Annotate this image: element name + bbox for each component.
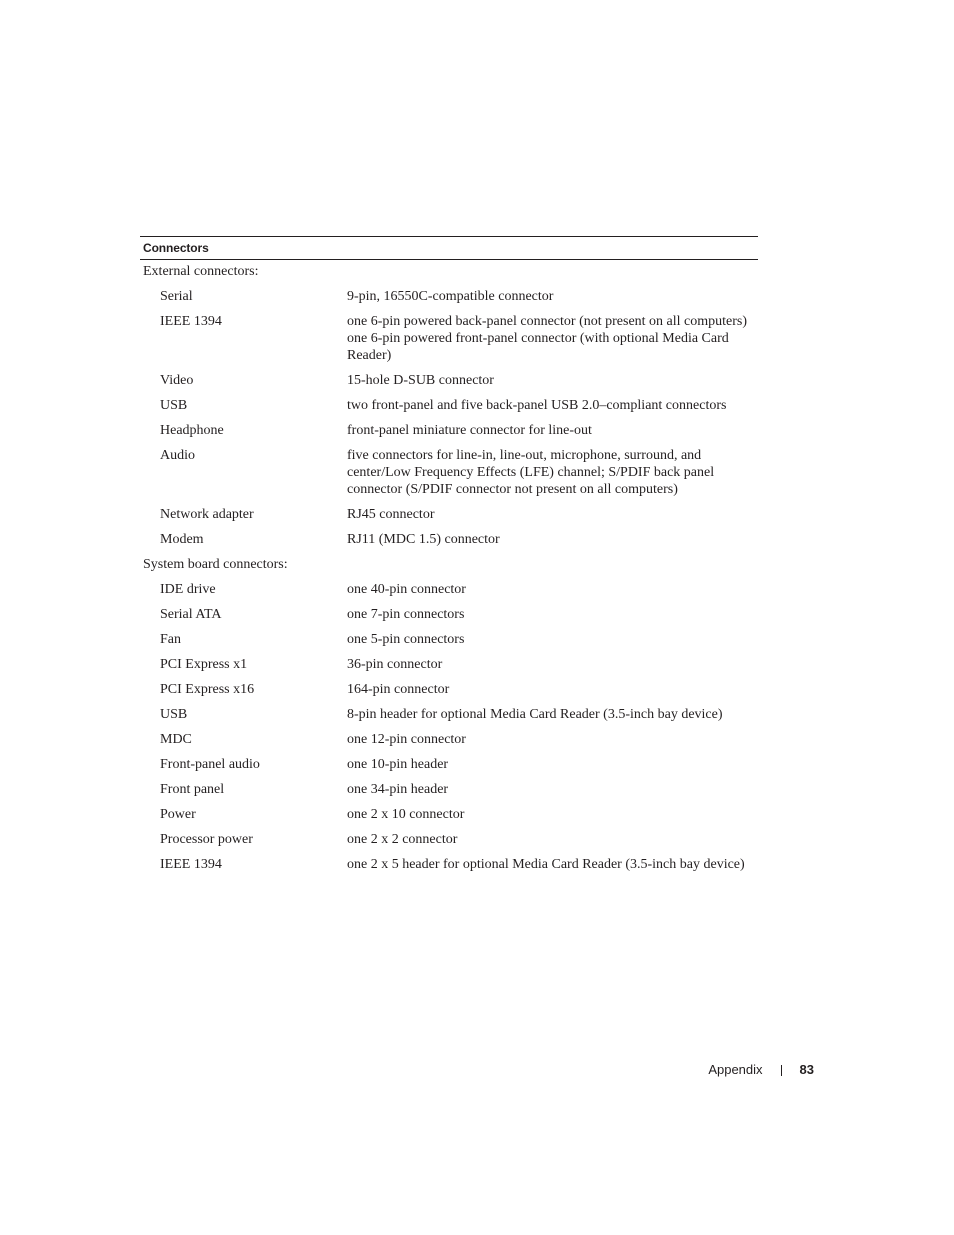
- row-value: [347, 706, 758, 723]
- row-label: PCI Express x1: [160, 657, 248, 672]
- footer-separator: [781, 1065, 782, 1076]
- value-line: one 6-pin powered back-panel connector (not present on all computers): [347, 314, 748, 329]
- connectors-spec-table: [140, 236, 758, 881]
- table-body: [140, 260, 758, 881]
- row-label: IEEE 1394: [160, 857, 222, 872]
- value-line: one 12-pin connector: [347, 732, 466, 747]
- row-value: [347, 681, 758, 698]
- value-line: front-panel miniature connector for line-out: [347, 423, 592, 438]
- value-line: one 40-pin connector: [347, 582, 466, 597]
- row-value: [347, 397, 758, 414]
- value-line: one 34-pin header: [347, 782, 449, 797]
- section-title: External connectors:: [143, 264, 259, 279]
- value-line: one 2 x 2 connector: [347, 832, 458, 847]
- row-value: [347, 756, 758, 773]
- table-row: [140, 631, 758, 656]
- table-row: [140, 681, 758, 706]
- value-line: one 10-pin header: [347, 757, 449, 772]
- row-value: [347, 631, 758, 648]
- table-row: [140, 288, 758, 313]
- row-value: [347, 422, 758, 439]
- table-row: [140, 397, 758, 422]
- value-line: two front-panel and five back-panel USB 2.0–compliant connectors: [347, 398, 727, 413]
- table-row: [140, 313, 758, 372]
- row-value: [347, 313, 758, 364]
- table-row: [140, 806, 758, 831]
- row-label: Audio: [160, 448, 195, 463]
- row-label: MDC: [160, 732, 192, 747]
- table-row: [140, 447, 758, 506]
- row-value: [347, 656, 758, 673]
- row-label: Front panel: [160, 782, 225, 797]
- table-row: [140, 531, 758, 556]
- table-row: [140, 581, 758, 606]
- row-label: USB: [160, 707, 188, 722]
- row-value: [347, 606, 758, 623]
- row-label: Serial: [160, 289, 193, 304]
- row-label: Modem: [160, 532, 204, 547]
- value-line: five connectors for line-in, line-out, microphone, surround, and center/Low Frequency Effects (LFE) channel; S/PDIF back panel connector (S/PDIF connector not present on all computers): [347, 448, 715, 497]
- row-value: [347, 731, 758, 748]
- row-label: Front-panel audio: [160, 757, 260, 772]
- value-line: RJ45 connector: [347, 507, 435, 522]
- table-header: Connectors: [140, 236, 758, 260]
- value-line: RJ11 (MDC 1.5) connector: [347, 532, 500, 547]
- table-row: [140, 706, 758, 731]
- table-row: [140, 656, 758, 681]
- row-label: Fan: [160, 632, 181, 647]
- value-line: one 6-pin powered front-panel connector (with optional Media Card Reader): [347, 331, 729, 363]
- value-line: one 5-pin connectors: [347, 632, 465, 647]
- row-label: IDE drive: [160, 582, 216, 597]
- row-label: Headphone: [160, 423, 224, 438]
- row-value: [347, 831, 758, 848]
- value-line: one 7-pin connectors: [347, 607, 465, 622]
- row-value: [347, 506, 758, 523]
- page-footer: [708, 1062, 814, 1078]
- page-number: 83: [799, 1062, 814, 1077]
- row-label: IEEE 1394: [160, 314, 222, 329]
- value-line: 164-pin connector: [347, 682, 450, 697]
- footer-section-label: Appendix: [708, 1062, 763, 1077]
- row-label: Serial ATA: [160, 607, 222, 622]
- value-line: one 2 x 5 header for optional Media Card Reader (3.5-inch bay device): [347, 857, 745, 872]
- row-label: USB: [160, 398, 188, 413]
- table-row: [140, 372, 758, 397]
- row-label: Power: [160, 807, 196, 822]
- value-line: 9-pin, 16550C-compatible connector: [347, 289, 554, 304]
- row-value: [347, 447, 758, 498]
- row-label: Video: [160, 373, 194, 388]
- value-line: one 2 x 10 connector: [347, 807, 465, 822]
- row-value: [347, 781, 758, 798]
- row-value: [347, 856, 758, 873]
- row-value: [347, 288, 758, 305]
- row-label: Processor power: [160, 832, 253, 847]
- value-line: 36-pin connector: [347, 657, 443, 672]
- table-row: [140, 856, 758, 881]
- table-row: [140, 731, 758, 756]
- table-row: [140, 606, 758, 631]
- table-row: [140, 781, 758, 806]
- value-line: 8-pin header for optional Media Card Reader (3.5-inch bay device): [347, 707, 723, 722]
- row-value: [347, 806, 758, 823]
- row-value: [347, 531, 758, 548]
- table-row: [140, 756, 758, 781]
- value-line: 15-hole D-SUB connector: [347, 373, 494, 388]
- table-row: [140, 422, 758, 447]
- table-row: [140, 831, 758, 856]
- row-value: [347, 372, 758, 389]
- section-title: System board connectors:: [143, 557, 288, 572]
- row-value: [347, 581, 758, 598]
- row-label: Network adapter: [160, 507, 254, 522]
- row-label: PCI Express x16: [160, 682, 255, 697]
- table-row: [140, 506, 758, 531]
